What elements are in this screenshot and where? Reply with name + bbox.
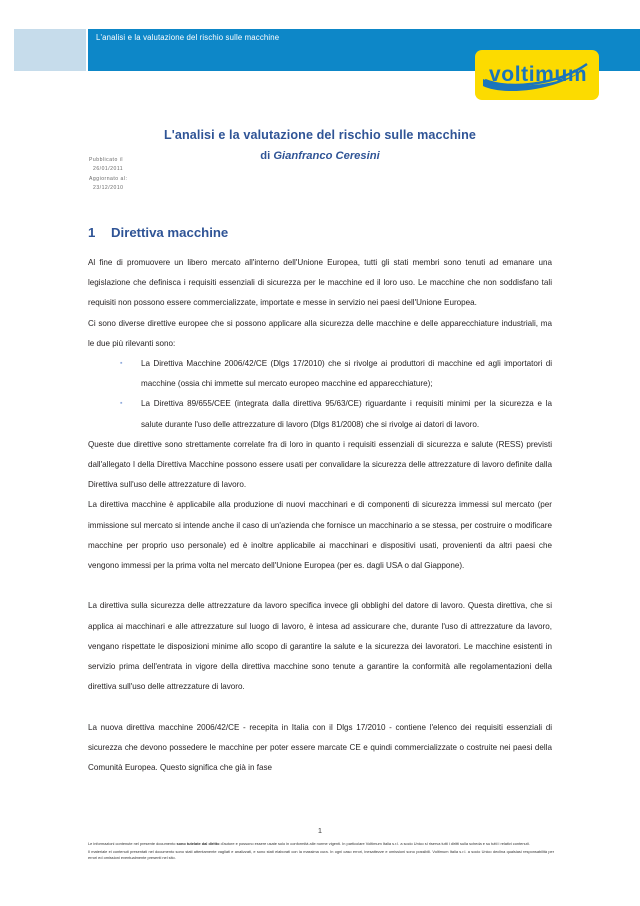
page-number: 1 xyxy=(317,826,323,835)
paragraph-5: La direttiva sulla sicurezza delle attrezzature da lavoro specifica invece gli obblighi del datore di lavoro. Questa direttiva, che si applica ai macchinari e alle attrezzature sul luogo di lavoro, è intesa ad assicurare che, durante l'uso di attrezzature da lavoro, vengano rispettate le disposizioni minime allo scopo di garantire la salute e la sicurezza dei lavoratori. Le macchine esistenti in servizio prima dell'entrata in vigore della direttiva macchine sono tenute a garantire la conformità alle regolamentazioni della direttiva sull'uso delle attrezzature di lavoro. xyxy=(88,601,552,692)
bullet-square-icon: ▪ xyxy=(120,400,123,408)
voltimum-logo-graphic xyxy=(475,50,599,100)
footer-text-b: d'autore e possono essere usate solo in conformità alle norme vigenti. In particolare Voltimum Italia s.r.l. a socio Unico si riserva tutti i diritti sulla scheda e su tutti i relativi contenuti. xyxy=(219,841,530,846)
footer-disclaimer-line: Il materiale ei contenuti presentati nel documento sono stati attentamente vagliati e analizzati, e sono stati elaborati con la massima cura. In ogni caso errori, inesattezze e omissioni sono possibili. Voltimum Italia s.r.l. a socio Unico declina qualsiasi responsabilità per errori ed omissioni eventualmente presenti nel sito. xyxy=(88,848,554,861)
list-item xyxy=(88,394,552,434)
paragraph-3: Queste due direttive sono strettamente correlate fra di loro in quanto i requisiti essenziali di sicurezza e salute (RESS) previsti dall'allegato I della Direttiva Macchine possono essere usati per convalidare la sicurezza delle attrezzature di lavoro definite dalla Direttiva sull'uso delle attrezzature di lavoro. xyxy=(88,439,552,490)
section-heading xyxy=(88,225,228,240)
voltimum-logo xyxy=(475,50,599,100)
paragraph-4: La direttiva macchine è applicabile alla produzione di nuovi macchinari e di componenti di sicurezza immessi sul mercato (per immissione sul mercato si intende anche il caso di un'azienda che fornisce un macchinario a se stessa, per costruire o modificare macchine per proprio uso personale) ed è inoltre applicabile ai macchinari e dispositivi usati, provenienti da altri paesi che vengono immessi per la prima volta nel mercato dell'Unione Europea (per es. dagli USA o dal Giappone). xyxy=(88,500,552,571)
directive-list xyxy=(88,354,552,435)
publication-meta xyxy=(89,156,174,193)
list-item-text: La Direttiva Macchine 2006/42/CE (Dlgs 17/2010) che si rivolge ai produttori di macchine ed agli importatori di macchine (ossia chi immette sul mercato europeo macchine ed apparecchiature); xyxy=(141,359,552,389)
author-name: Gianfranco Ceresini xyxy=(273,150,380,162)
updated-label: Aggiornato al: xyxy=(89,175,128,182)
header-corner-block xyxy=(14,29,86,71)
paragraph-spacer xyxy=(88,576,552,596)
footer-copyright-line xyxy=(88,841,554,847)
list-item xyxy=(88,354,552,394)
document-body xyxy=(88,253,552,778)
footer-text-a: Le informazioni contenute nel presente documento xyxy=(88,841,177,846)
paragraph-2: Ci sono diverse direttive europee che si possono applicare alla sicurezza delle macchine e delle apparecchiature industriali, ma le due più rilevanti sono: xyxy=(88,318,552,348)
paragraph-1: Al fine di promuovere un libero mercato all'interno dell'Unione Europea, tutti gli stati membri sono tenuti ad emanare una legislazione che definisca i requisiti essenziali di sicurezza per le macchine ed il loro uso. Le macchine che non soddisfano tali requisiti non possono essere commercializzate, importate e messe in servizio nei paesi dell'Unione Europea. xyxy=(88,258,552,308)
published-label: Pubblicato il xyxy=(89,157,123,163)
footer-text-bold: sono tutelate dal diritto xyxy=(176,841,220,846)
author-prefix: di xyxy=(260,150,274,162)
section-heading-text: Direttiva macchine xyxy=(111,225,229,240)
page-footer xyxy=(88,841,554,863)
bullet-square-icon: ▪ xyxy=(120,360,123,368)
svg-text:voltimum: voltimum xyxy=(489,63,588,86)
list-item-text: La Direttiva 89/655/CEE (integrata dalla direttiva 95/63/CE) riguardante i requisiti minimi per la sicurezza e la salute durante l'uso delle attrezzature di lavoro (Dlgs 81/2008) che si rivolge ai datori di lavoro. xyxy=(141,399,552,429)
page-title: L'analisi e la valutazione del rischio sulle macchine xyxy=(163,128,477,142)
updated-date: 23/12/2010 xyxy=(93,184,124,191)
paragraph-6: La nuova direttiva macchine 2006/42/CE - recepita in Italia con il Dlgs 17/2010 - contiene l'elenco dei requisiti essenziali di sicurezza che devono possedere le macchine per poter essere marcate CE e quindi commercializzate o costruite nei paesi della Comunità Europea. Questo significa che già in fase xyxy=(88,722,552,773)
published-date: 26/01/2011 xyxy=(93,166,124,173)
paragraph-spacer xyxy=(88,697,552,717)
section-number: 1 xyxy=(88,225,96,240)
header-bar-title: L'analisi e la valutazione del rischio sulle macchine xyxy=(96,33,280,42)
